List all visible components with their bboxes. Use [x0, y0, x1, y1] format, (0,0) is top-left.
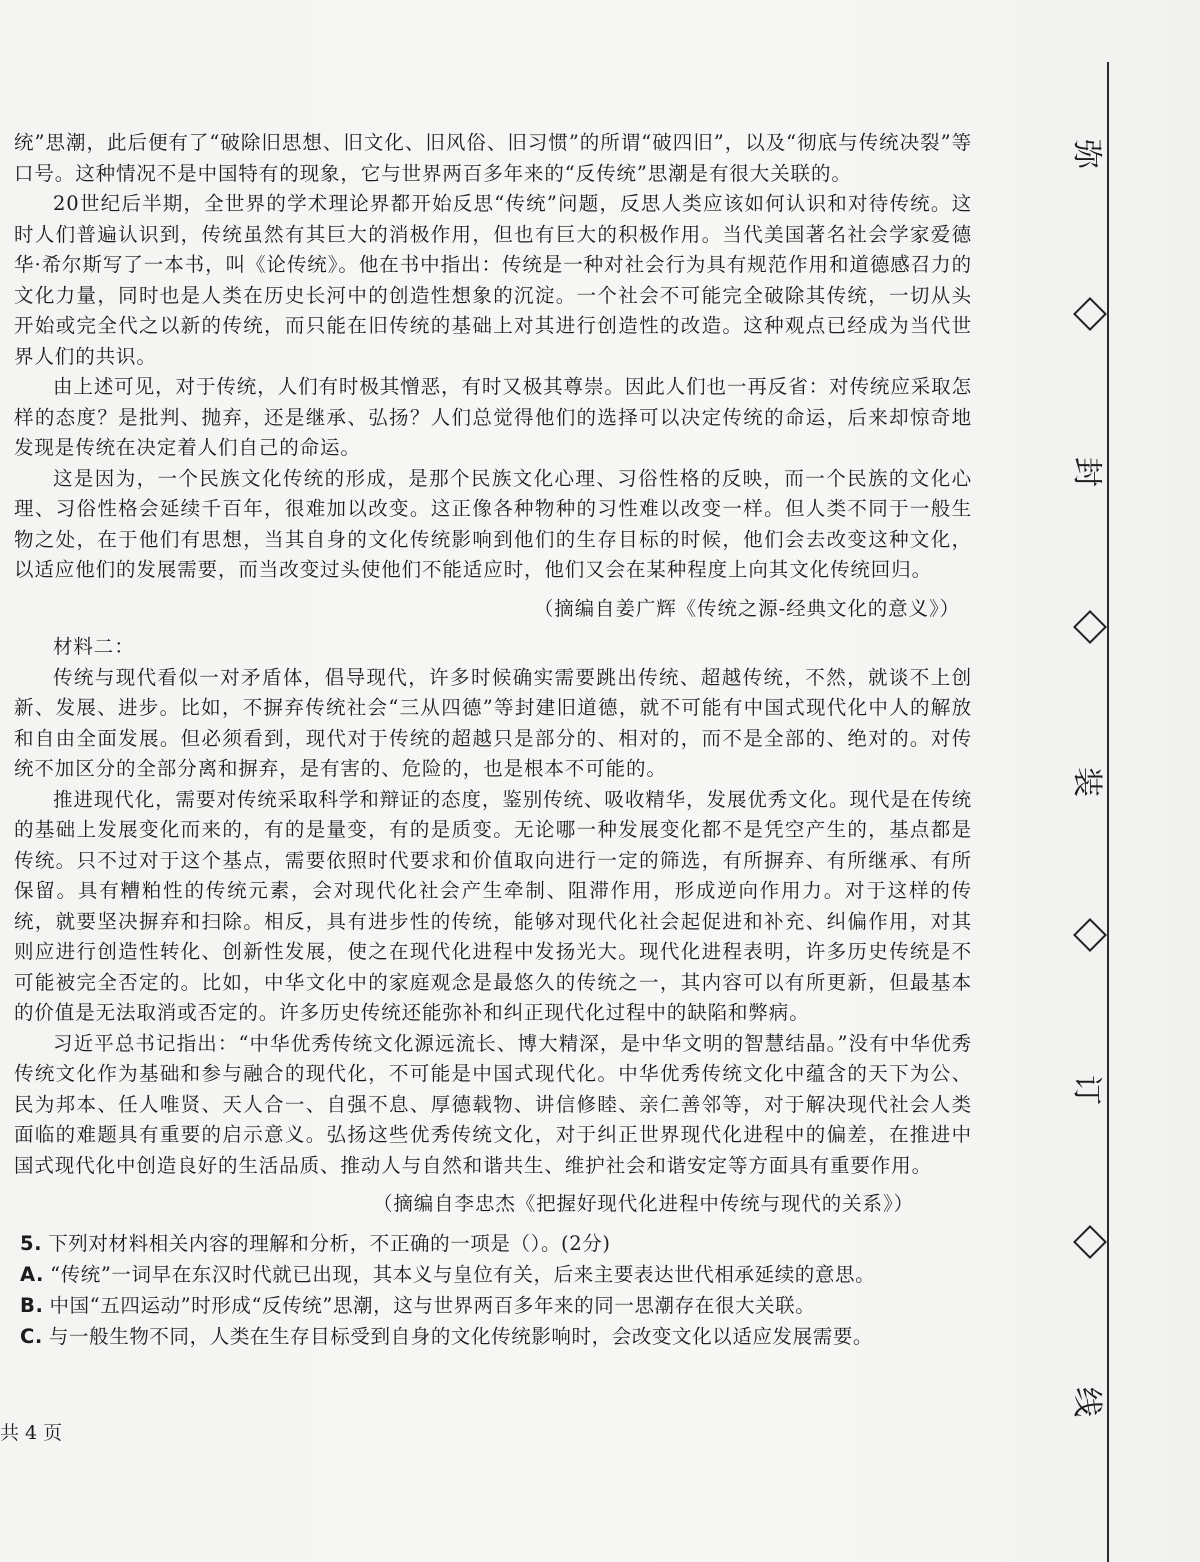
material-2-heading: 材料二： — [53, 635, 135, 658]
binding-char: 弥 — [1069, 139, 1104, 169]
question-stem: 下列对材料相关内容的理解和分析，不正确的一项是（）。(2分) — [48, 1231, 611, 1255]
binding-char: 线 — [1069, 1387, 1104, 1417]
paragraph-6: 推进现代化，需要对传统采取科学和辩证的态度，鉴别传统、吸收精华，发展优秀文化。现代是在传统的基础上发展变化而来的，有的是量变，有的是质变。无论哪一种发展变化都不是凭空产生的，基点都是传统。只不过对于这个基点，需要依照时代要求和价值取向进行一定的筛选，有所摒弃、有所继承、有所保留。具有糟粕性的传统元素，会对现代化社会产生牵制、阻滞作用，形成逆向作用力。对于这样的传统，就要坚决摒弃和扫除。相反，具有进步性的传统，能够对现代化社会起促进和补充、纠偏作用，对其则应进行创造性转化、创新性发展，使之在现代化进程中发扬光大。现代化进程表明，许多历史传统是不可能被完全否定的。比如，中华文化中的家庭观念是最悠久的传统之一，其内容可以有所更新，但最基本的价值是无法取消或否定的。许多历史传统还能弥补和纠正现代化过程中的缺陷和弊病。 — [14, 787, 972, 1024]
page-footer: 共 4 页 — [0, 1422, 63, 1444]
paragraph-5: 传统与现代看似一对矛盾体，倡导现代，许多时候确实需要跳出传统、超越传统，不然，就谈不上创新、发展、进步。比如，不摒弃传统社会“三从四德”等封建旧道德，就不可能有中国式现代化中人的解放和自由全面发展。但必须看到，现代对于传统的超越只是部分的、相对的，而不是全部的、绝对的。对传统不加区分的全部分离和摒弃，是有害的、危险的，也是根本不可能的。 — [14, 665, 972, 780]
binding-char: 订 — [1069, 1075, 1104, 1105]
option-a — [20, 1259, 972, 1290]
source-citation-1: （摘编自姜广辉《传统之源-经典文化的意义》） — [533, 596, 960, 620]
option-label: B. — [20, 1293, 44, 1317]
paragraph-1: 统”思潮，此后便有了“破除旧思想、旧文化、旧风俗、旧习惯”的所谓“破四旧”，以及“彻底与传统决裂”等口号。这种情况不是中国特有的现象，它与世界两百多年来的“反传统”思潮是有很大关联的。 — [14, 131, 972, 185]
diamond-icon — [1073, 918, 1107, 952]
paragraph-3: 由上述可见，对于传统，人们有时极其憎恶，有时又极其尊崇。因此人们也一再反省：对传统应采取怎样的态度？是批判、抛弃，还是继承、弘扬？人们总觉得他们的选择可以决定传统的命运，后来却惊奇地发现是传统在决定着人们自己的命运。 — [14, 375, 972, 459]
paragraph-4: 这是因为，一个民族文化传统的形成，是那个民族文化心理、习俗性格的反映，而一个民族的文化心理、习俗性格会延续千百年，很难加以改变。这正像各种物种的习性难以改变一样。但人类不同于一般生物之处，在于他们有思想，当其自身的文化传统影响到他们的生存目标的时候，他们会去改变这种文化，以适应他们的发展需要，而当改变过头使他们不能适应时，他们又会在某种程度上向其文化传统回归。 — [14, 466, 972, 581]
passage-content — [14, 128, 972, 1352]
option-b — [20, 1290, 972, 1321]
option-c — [20, 1321, 972, 1352]
diamond-icon — [1073, 297, 1107, 331]
option-label: C. — [20, 1324, 43, 1348]
option-text: 中国“五四运动”时形成“反传统”思潮，这与世界两百多年来的同一思潮存在很大关联。 — [49, 1293, 816, 1317]
diamond-icon — [1073, 610, 1107, 644]
option-text: 与一般生物不同，人类在生存目标受到自身的文化传统影响时，会改变文化以适应发展需要。 — [48, 1324, 874, 1348]
option-label: A. — [20, 1262, 45, 1286]
option-text: “传统”一词早在东汉时代就已出现，其本义与皇位有关，后来主要表达世代相承延续的意思。 — [50, 1262, 876, 1286]
diamond-icon — [1073, 1225, 1107, 1259]
question-5 — [20, 1228, 972, 1259]
question-number: 5. — [20, 1231, 43, 1255]
source-citation-2: （摘编自李忠杰《把握好现代化进程中传统与现代的关系》） — [372, 1192, 914, 1215]
binding-char: 封 — [1069, 457, 1104, 487]
paragraph-2: 20世纪后半期，全世界的学术理论界都开始反思“传统”问题，反思人类应该如何认识和对待传统。这时人们普遍认识到，传统虽然有其巨大的消极作用，但也有巨大的积极作用。当代美国著名社会学家爱德华·希尔斯写了一本书，叫《论传统》。他在书中指出：传统是一种对社会行为具有规范作用和道德感召力的文化力量，同时也是人类在历史长河中的创造性想象的沉淀。一个社会不可能完全破除其传统，一切从头开始或完全代之以新的传统，而只能在旧传统的基础上对其进行创造性的改造。这种观点已经成为当代世界人们的共识。 — [14, 192, 972, 368]
binding-margin — [1066, 0, 1114, 1561]
binding-char: 装 — [1069, 767, 1104, 797]
paragraph-7: 习近平总书记指出：“中华优秀传统文化源远流长、博大精深，是中华文明的智慧结晶。”没有中华优秀传统文化作为基础和参与融合的现代化，不可能是中国式现代化。中华优秀传统文化中蕴含的天下为公、民为邦本、任人唯贤、天人合一、自强不息、厚德载物、讲信修睦、亲仁善邻等，对于解决现代社会人类面临的难题具有重要的启示意义。弘扬这些优秀传统文化，对于纠正世界现代化进程中的偏差，在推进中国式现代化中创造良好的生活品质、推动人与自然和谐共生、维护社会和谐安定等方面具有重要作用。 — [14, 1031, 972, 1177]
